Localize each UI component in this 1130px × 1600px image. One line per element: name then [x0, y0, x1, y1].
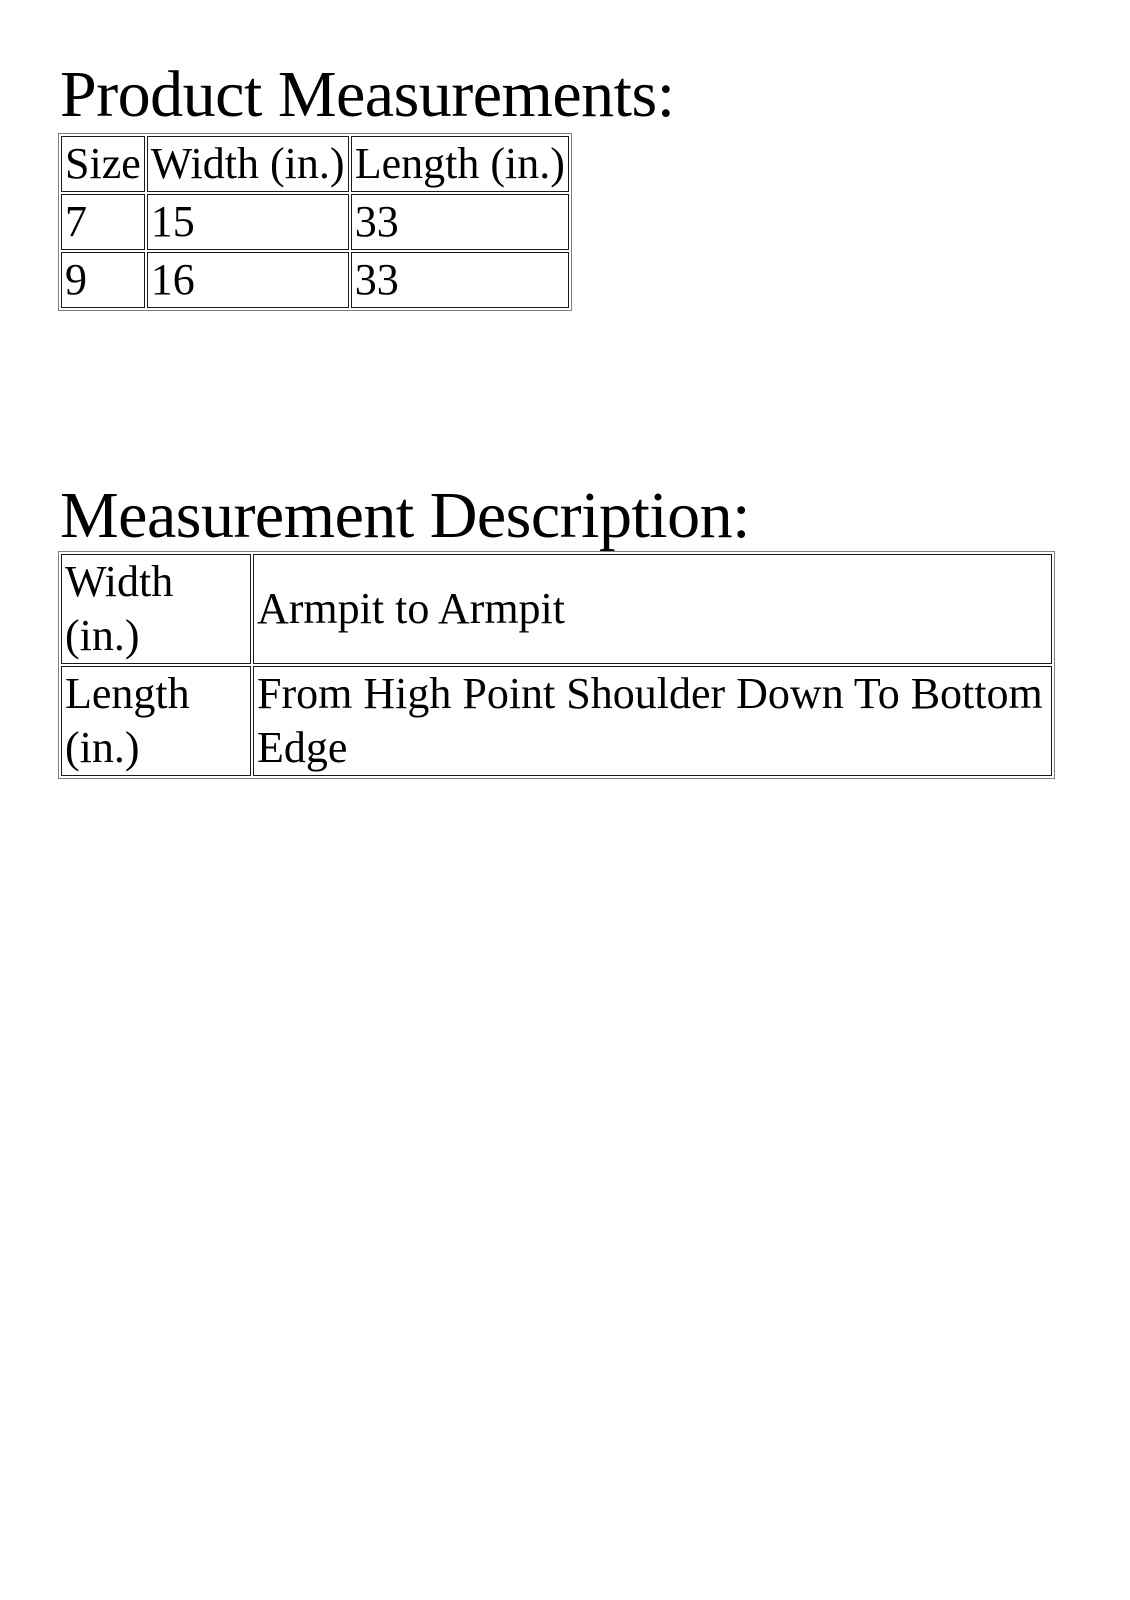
table-cell: From High Point Shoulder Down To Bottom Edge: [253, 666, 1052, 776]
header-cell: Width (in.): [147, 136, 349, 192]
table-cell: 9: [61, 252, 145, 308]
product-measurements-table: [58, 133, 572, 311]
table-cell: 16: [147, 252, 349, 308]
table-cell: Width (in.): [61, 554, 251, 664]
header-cell: Size: [61, 136, 145, 192]
table-cell: Armpit to Armpit: [253, 554, 1052, 664]
table-cell: 33: [351, 252, 569, 308]
table-row: [61, 666, 1052, 776]
table-cell: 7: [61, 194, 145, 250]
table-cell: 15: [147, 194, 349, 250]
table-header-row: [61, 136, 569, 192]
table-row: [61, 554, 1052, 664]
product-measurements-title: Product Measurements:: [60, 58, 675, 131]
table-cell: Length (in.): [61, 666, 251, 776]
measurement-description-title: Measurement Description:: [60, 479, 750, 552]
table-cell: 33: [351, 194, 569, 250]
header-cell: Length (in.): [351, 136, 569, 192]
table-row: [61, 252, 569, 308]
table-row: [61, 194, 569, 250]
measurement-description-table: [58, 551, 1055, 779]
